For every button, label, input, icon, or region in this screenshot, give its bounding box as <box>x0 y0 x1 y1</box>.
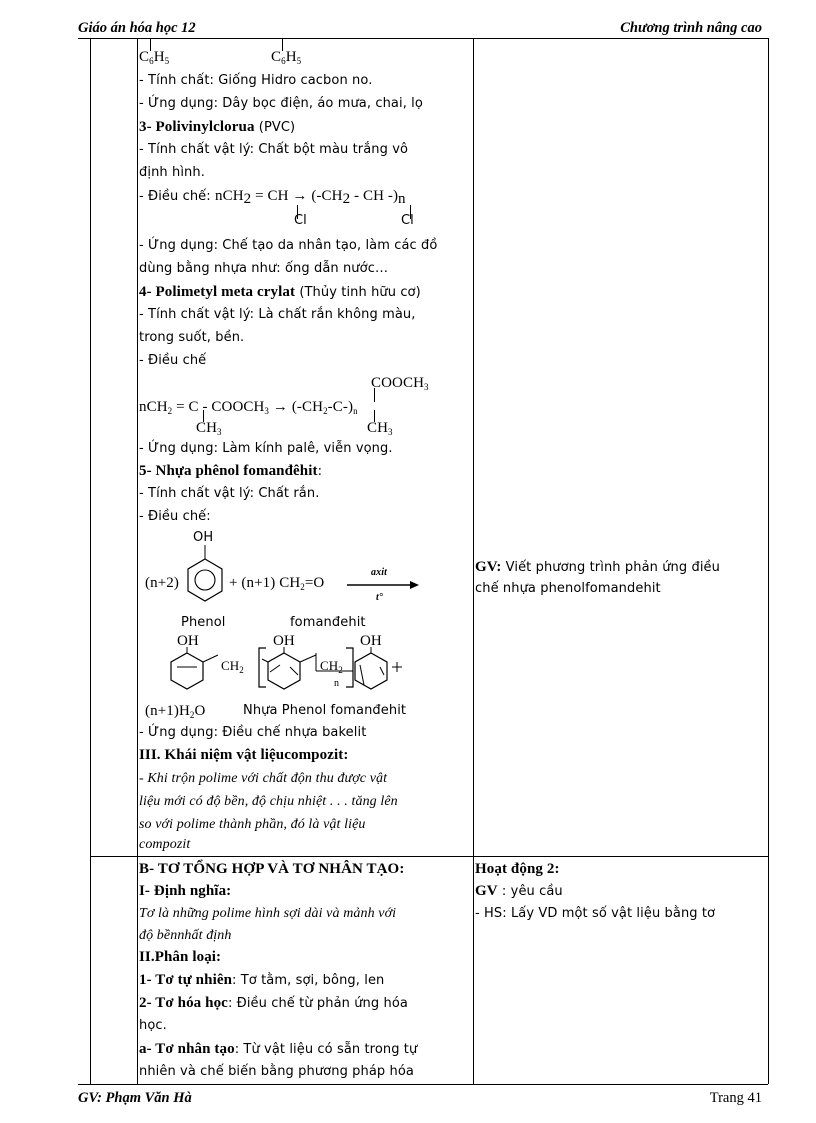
phenol-formaldehyde-polymer-structure <box>160 645 420 695</box>
pf-arrow-condition-bottom: t° <box>376 592 383 603</box>
definition-line-2: độ bềnnhất định <box>139 928 232 943</box>
product-oh-1: OH <box>177 633 199 649</box>
pmma-usage: - Ứng dụng: Làm kính palê, viễn vọng. <box>139 441 393 456</box>
pf-usage: - Ứng dụng: Điều chế nhựa bakelit <box>139 725 367 740</box>
product-oh-3: OH <box>360 633 382 649</box>
composite-line-3: so với polime thành phần, đó là vật liệu <box>139 817 366 832</box>
chemical-fiber-1: 2- Tơ hóa học: Điều chế từ phản ứng hóa <box>139 995 408 1011</box>
gv-instruction-2: chế nhựa phenolfomandehit <box>475 581 661 596</box>
natural-fiber: 1- Tơ tự nhiên: Tơ tằm, sợi, bông, len <box>139 972 385 988</box>
page-footer <box>78 1090 768 1110</box>
page-header <box>78 18 762 38</box>
product-ch2-2: $CH_2$ <box>320 658 343 675</box>
pmma-heading: 4- Polimetyl meta crylat (Thủy tinh hữu cơ) <box>139 284 421 300</box>
c6h5-right: $C_6H_5$ <box>271 49 302 66</box>
pmma-ch3-1: $CH_3$ <box>196 420 222 437</box>
pmma-equation: $nCH_2 = C - COOCH_3 \to (-CH_2-C-)_n$ <box>139 399 358 416</box>
pf-prep: - Điều chế: <box>139 509 211 524</box>
footer-rule <box>78 1084 768 1085</box>
artificial-fiber-2: nhiên và chế biến bằng phương pháp hóa <box>139 1064 414 1079</box>
pvc-cl-1: Cl <box>294 213 307 228</box>
table-row-divider <box>90 856 768 857</box>
pmma-prep-label: - Điều chế <box>139 353 207 368</box>
composite-heading: III. Khái niệm vật liệucompozit: <box>139 747 349 763</box>
pf-water: $(n+1)H_2O$ <box>145 703 206 720</box>
table-col-divider-2 <box>473 38 474 1084</box>
section-b-title: B- TƠ TỔNG HỢP VÀ TƠ NHÂN TẠO: <box>139 861 405 877</box>
pf-heading: 5- Nhựa phênol fomanđêhit: <box>139 463 323 479</box>
artificial-fiber-1: a- Tơ nhân tạo: Từ vật liệu có sẵn trong tự <box>139 1041 418 1057</box>
pf-phenol-label: Phenol <box>181 615 226 630</box>
pmma-property-1: - Tính chất vật lý: Là chất rắn không màu, <box>139 307 416 322</box>
pf-oh-label: OH <box>193 530 214 545</box>
reaction-arrow-icon <box>347 580 419 590</box>
product-n-index: n <box>334 678 340 689</box>
definition-heading: I- Định nghĩa: <box>139 883 232 899</box>
pf-formaldehyde-label: fomanđehit <box>290 615 366 630</box>
pvc-cl-2: Cl <box>401 213 414 228</box>
pvc-property-1: - Tính chất vật lý: Chất bột màu trắng vô <box>139 142 409 157</box>
pf-product-name: Nhựa Phenol fomanđehit <box>243 703 407 718</box>
activity-heading: Hoạt động 2: <box>475 861 560 877</box>
pvc-usage-2: dùng bằng nhựa như: ống dẫn nước… <box>139 261 389 276</box>
c6h5-left: $C_6H_5$ <box>139 49 170 66</box>
pvc-property-2: định hình. <box>139 165 205 180</box>
table-border-left <box>90 38 91 1084</box>
pmma-ch3-2: $CH_3$ <box>367 420 393 437</box>
pvc-preparation: - Điều chế: nCH$_2$ = CH → ($-CH_2$ - CH $-)_n$ <box>139 188 406 207</box>
table-border-right <box>768 38 769 1084</box>
pe-property: - Tính chất: Giống Hidro cacbon no. <box>139 73 373 88</box>
gv-instruction-1: GV: Viết phương trình phản ứng điều <box>475 559 720 575</box>
composite-line-4: compozit <box>139 837 191 852</box>
classification-heading: II.Phân loại: <box>139 949 222 965</box>
pmma-cooch3: $COOCH_3$ <box>371 375 429 392</box>
pf-formaldehyde-term: + (n+1) $CH_2=O$ <box>229 575 325 592</box>
pvc-heading: 3- Polivinylclorua (PVC) <box>139 119 296 135</box>
product-ch2-1: $CH_2$ <box>221 658 244 675</box>
phenol-benzene-ring <box>185 545 225 607</box>
bond-line <box>374 388 375 402</box>
pmma-property-2: trong suốt, bền. <box>139 330 245 345</box>
pvc-usage-1: - Ứng dụng: Chế tạo da nhân tạo, làm các đồ <box>139 238 438 253</box>
hs-task: - HS: Lấy VD một số vật liệu bằng tơ <box>475 906 716 921</box>
chemical-fiber-2: học. <box>139 1018 167 1033</box>
header-rule <box>78 38 768 39</box>
header-right: Chương trình nâng cao <box>620 20 762 36</box>
composite-line-2: liệu mới có độ bền, độ chịu nhiệt . . . tăng lên <box>139 794 398 809</box>
pf-n2: (n+2) <box>145 575 179 591</box>
composite-line-1: - Khi trộn polime với chất độn thu được vật <box>139 771 388 786</box>
table-col-divider-1 <box>137 38 138 1084</box>
product-oh-2: OH <box>273 633 295 649</box>
pf-property: - Tính chất vật lý: Chất rắn. <box>139 486 320 501</box>
pe-usage: - Ứng dụng: Dây bọc điện, áo mưa, chai, lọ <box>139 96 423 111</box>
footer-left: GV: Phạm Văn Hà <box>78 1090 192 1106</box>
gv-request: GV : yêu cầu <box>475 883 563 899</box>
header-left: Giáo án hóa học 12 <box>78 20 196 36</box>
definition-line-1: Tơ là những polime hình sợi dài và mảnh với <box>139 906 397 921</box>
pf-arrow-condition-top: axit <box>371 567 387 578</box>
page-number: Trang 41 <box>709 1090 762 1106</box>
